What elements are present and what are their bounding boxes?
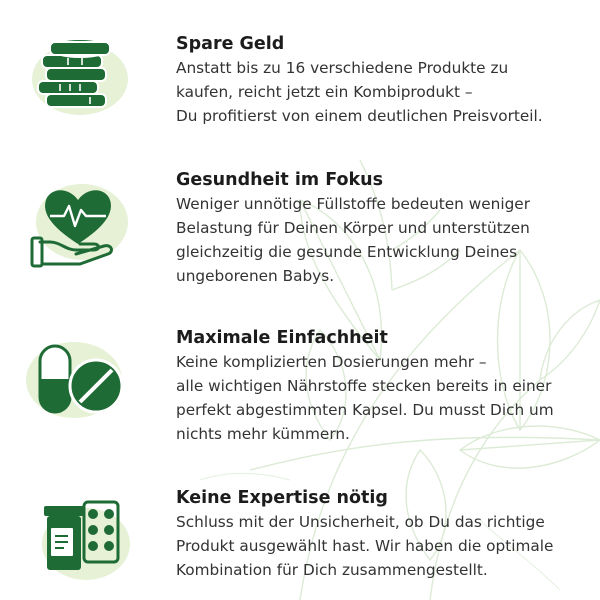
feature-description-line: Produkt ausgewählt hast. Wir haben die optimale — [176, 537, 554, 555]
feature-title: Maximale Einfachheit — [176, 328, 388, 348]
feature-title: Gesundheit im Fokus — [176, 170, 383, 190]
feature-description-line: Du profitierst von einem deutlichen Preisvorteil. — [176, 107, 543, 125]
feature-title: Spare Geld — [176, 34, 285, 54]
feature-description-line: Kombination für Dich zusammengestellt. — [176, 561, 488, 579]
feature-description-line: Anstatt bis zu 16 verschiedene Produkte zu — [176, 59, 509, 77]
feature-description-line: Schluss mit der Unsicherheit, ob Du das richtige — [176, 513, 545, 531]
heart-in-hand-icon — [20, 172, 130, 272]
feature-description-line: nichts mehr kümmern. — [176, 425, 350, 443]
feature-description-line: alle wichtigen Nährstoffe stecken bereits in einer — [176, 377, 552, 395]
feature-icon-container — [20, 332, 130, 432]
feature-description-line: ungeborenen Babys. — [176, 267, 335, 285]
feature-icon-container — [20, 172, 130, 272]
feature-icon-container — [20, 488, 130, 588]
feature-title: Keine Expertise nötig — [176, 488, 388, 508]
medicine-jar-blister-icon — [20, 488, 130, 588]
feature-description-line: kaufen, reicht jetzt ein Kombiprodukt – — [176, 83, 473, 101]
feature-description-line: Belastung für Deinen Körper und unterstützen — [176, 219, 530, 237]
feature-description-line: Weniger unnötige Füllstoffe bedeuten weniger — [176, 195, 531, 213]
feature-description-line: perfekt abgestimmten Kapsel. Du musst Dich um — [176, 401, 554, 419]
feature-icon-container — [20, 24, 130, 124]
coin-stack-icon — [20, 24, 130, 124]
pill-capsule-icon — [20, 332, 130, 432]
feature-description-line: gleichzeitig die gesunde Entwicklung Deines — [176, 243, 518, 261]
feature-description-line: Keine komplizierten Dosierungen mehr – — [176, 353, 487, 371]
